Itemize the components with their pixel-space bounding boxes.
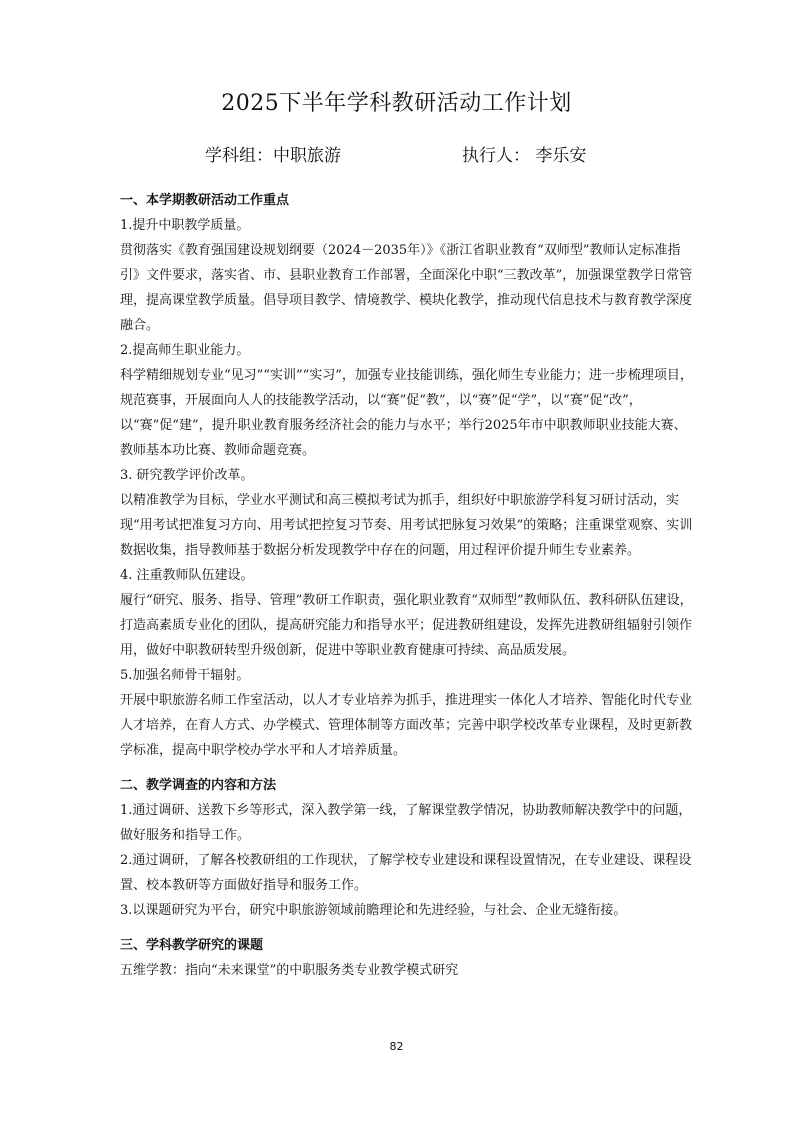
item-label: 1.提升中职教学质量。 (120, 218, 250, 233)
item-text: 科学精细规划专业“见习”“实训”“实习”，加强专业技能训练，强化师生专业能力；进一步梳理项目，规范赛事，开展面向人人的技能教学活动，以“赛”促“教”，以“赛”促“学”，以“赛”促“改”，以“赛”促“建”，提升职业教育服务经济社会的能力与水平；举行2025年市中职教师职业技能大赛、教师基本功比赛、教师命题竞赛。 (120, 368, 693, 458)
meta-line (0, 142, 793, 170)
paragraph: 1.通过调研、送教下乡等形式，深入教学第一线，了解课堂教学情况，协助教师解决教学中的问题，做好服务和指导工作。 (120, 803, 692, 843)
item-text: 以精准教学为目标，学业水平测试和高三模拟考试为抓手，组织好中职旅游学科复习研讨活动，实现“用考试把准复习方向、用考试把控复习节奏、用考试把脉复习效果”的策略；注重课堂观察、实训数据收集，指导教师基于数据分析发现教学中存在的问题，用过程评价提升师生专业素养。 (120, 493, 693, 558)
item-label: 5.加强名师骨干辐射。 (120, 668, 250, 683)
item-label: 3. 研究教学评价改革。 (120, 468, 254, 483)
subject-group: 学科组：中职旅游 (205, 146, 341, 166)
paragraph: 五维学教：指向“未来课堂”的中职服务类专业教学模式研究 (120, 963, 459, 978)
item-text: 履行“研究、服务、指导、管理”教研工作职责，强化职业教育“双师型”教师队伍、教科研队伍建设，打造高素质专业化的团队，提高研究能力和指导水平；促进教研组建设，发挥先进教研组辐射引领作用，做好中职教研转型升级创新，促进中等职业教育健康可持续、高品质发展。 (120, 593, 693, 658)
section-heading-1: 一、本学期教研活动工作重点 (120, 193, 290, 208)
item-text: 开展中职旅游名师工作室活动，以人才专业培养为抓手，推进理实一体化人才培养、智能化时代专业人才培养，在育人方式、办学模式、管理体制等方面改革；完善中职学校改革专业课程，及时更新教学标准，提高中职学校办学水平和人才培养质量。 (120, 693, 693, 758)
paragraph: 3.以课题研究为平台，研究中职旅游领域前瞻理论和先进经验，与社会、企业无缝衔接。 (120, 903, 627, 918)
item-label: 2.提高师生职业能力。 (120, 343, 250, 358)
document-body (120, 188, 695, 983)
item-text: 贯彻落实《教育强国建设规划纲要（2024－2035年）》《浙江省职业教育“双师型”教师认定标准指引》文件要求，落实省、市、县职业教育工作部署，全面深化中职“三教改革”，加强课堂教学日常管理，提高课堂教学质量。倡导项目教学、情境教学、模块化教学，推动现代信息技术与教育教学深度融合。 (120, 243, 693, 333)
section-heading-3: 三、学科教学研究的课题 (120, 938, 264, 953)
executor: 执行人： 李乐安 (462, 146, 587, 166)
page-number: 82 (389, 1040, 404, 1053)
paragraph: 2.通过调研，了解各校教研组的工作现状，了解学校专业建设和课程设置情况，在专业建设、课程设置、校本教研等方面做好指导和服务工作。 (120, 853, 692, 893)
document-title: 2025下半年学科教研活动工作计划 (221, 91, 572, 116)
item-label: 4. 注重教师队伍建设。 (120, 568, 254, 583)
section-heading-2: 二、教学调查的内容和方法 (120, 778, 277, 793)
